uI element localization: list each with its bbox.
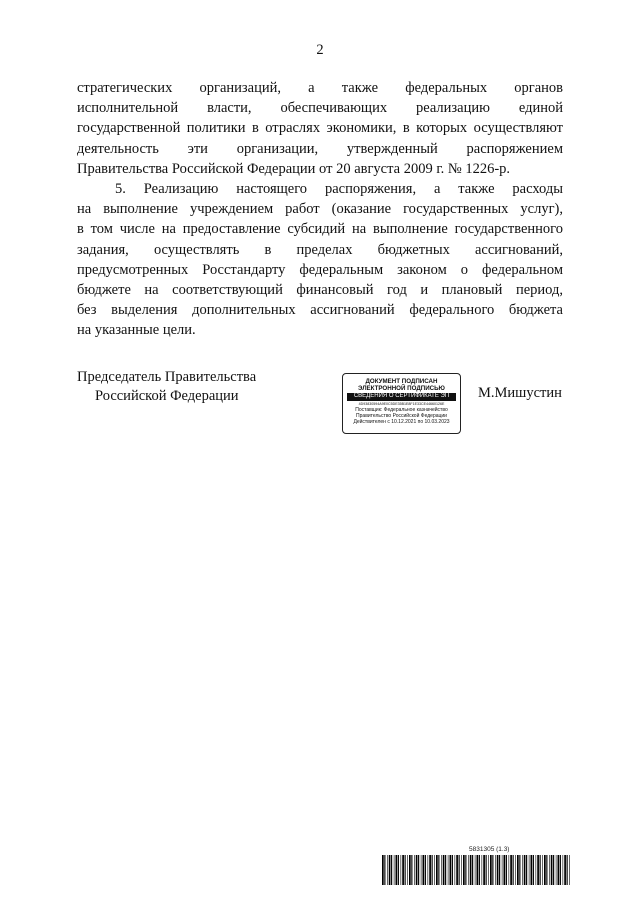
- barcode: [382, 855, 570, 885]
- text-line: государственной политики в отраслях экономики, в которых осуществляют: [77, 120, 563, 137]
- signer-title-line-1: Председатель Правительства: [77, 369, 257, 385]
- stamp-header-2: ЭЛЕКТРОННОЙ ПОДПИСЬЮ: [358, 385, 445, 393]
- stamp-validity: Действителен с 10.12.2021 по 10.03.2023: [353, 418, 450, 425]
- stamp-certificate-label: СВЕДЕНИЯ О СЕРТИФИКАТЕ ЭП: [347, 393, 456, 401]
- text-line: задания, осуществлять в пределах бюджетных ассигнований,: [77, 241, 563, 258]
- paragraph-item-5: [77, 179, 563, 341]
- signer-name: М.Мишустин: [478, 385, 562, 401]
- stamp-serial: 4D93830594A9E0C5DE35B1E8F1E33CE44660126E: [358, 401, 445, 406]
- stamp-supplier: Поставщик: Федеральное казначейство: [355, 406, 448, 413]
- electronic-signature-stamp: [342, 373, 461, 434]
- signer-title: [77, 368, 256, 406]
- text-line: стратегических организаций, а также федеральных органов: [77, 80, 563, 96]
- signer-title-line-2: Российской Федерации: [95, 388, 239, 404]
- text-line: без выделения дополнительных ассигнований федерального бюджета: [77, 302, 563, 319]
- text-line: 5. Реализацию настоящего распоряжения, а также расходы: [115, 181, 563, 198]
- text-line: Правительства Российской Федерации от 20 августа 2009 г. № 1226-р.: [77, 160, 511, 177]
- text-line: на выполнение учреждением работ (оказание государственных услуг),: [77, 201, 563, 218]
- stamp-header-1: ДОКУМЕНТ ПОДПИСАН: [365, 378, 438, 385]
- text-line: в том числе на предоставление субсидий на выполнение государственного: [77, 221, 563, 238]
- document-code: 5831305 (1.3): [469, 846, 510, 853]
- page-number: 2: [316, 42, 324, 58]
- document-body: [77, 78, 563, 341]
- paragraph-continuation: [77, 78, 563, 179]
- text-line: деятельность эти организации, утвержденный распоряжением: [77, 140, 563, 157]
- text-line: исполнительной власти, обеспечивающих реализацию единой: [77, 100, 563, 117]
- text-line: предусмотренных Росстандарту федеральным законом о федеральном: [77, 261, 563, 278]
- text-line: на указанные цели.: [77, 322, 196, 339]
- text-line: бюджете на соответствующий финансовый год и плановый период,: [77, 282, 563, 299]
- stamp-owner: Правительство Российской Федерации: [356, 412, 447, 419]
